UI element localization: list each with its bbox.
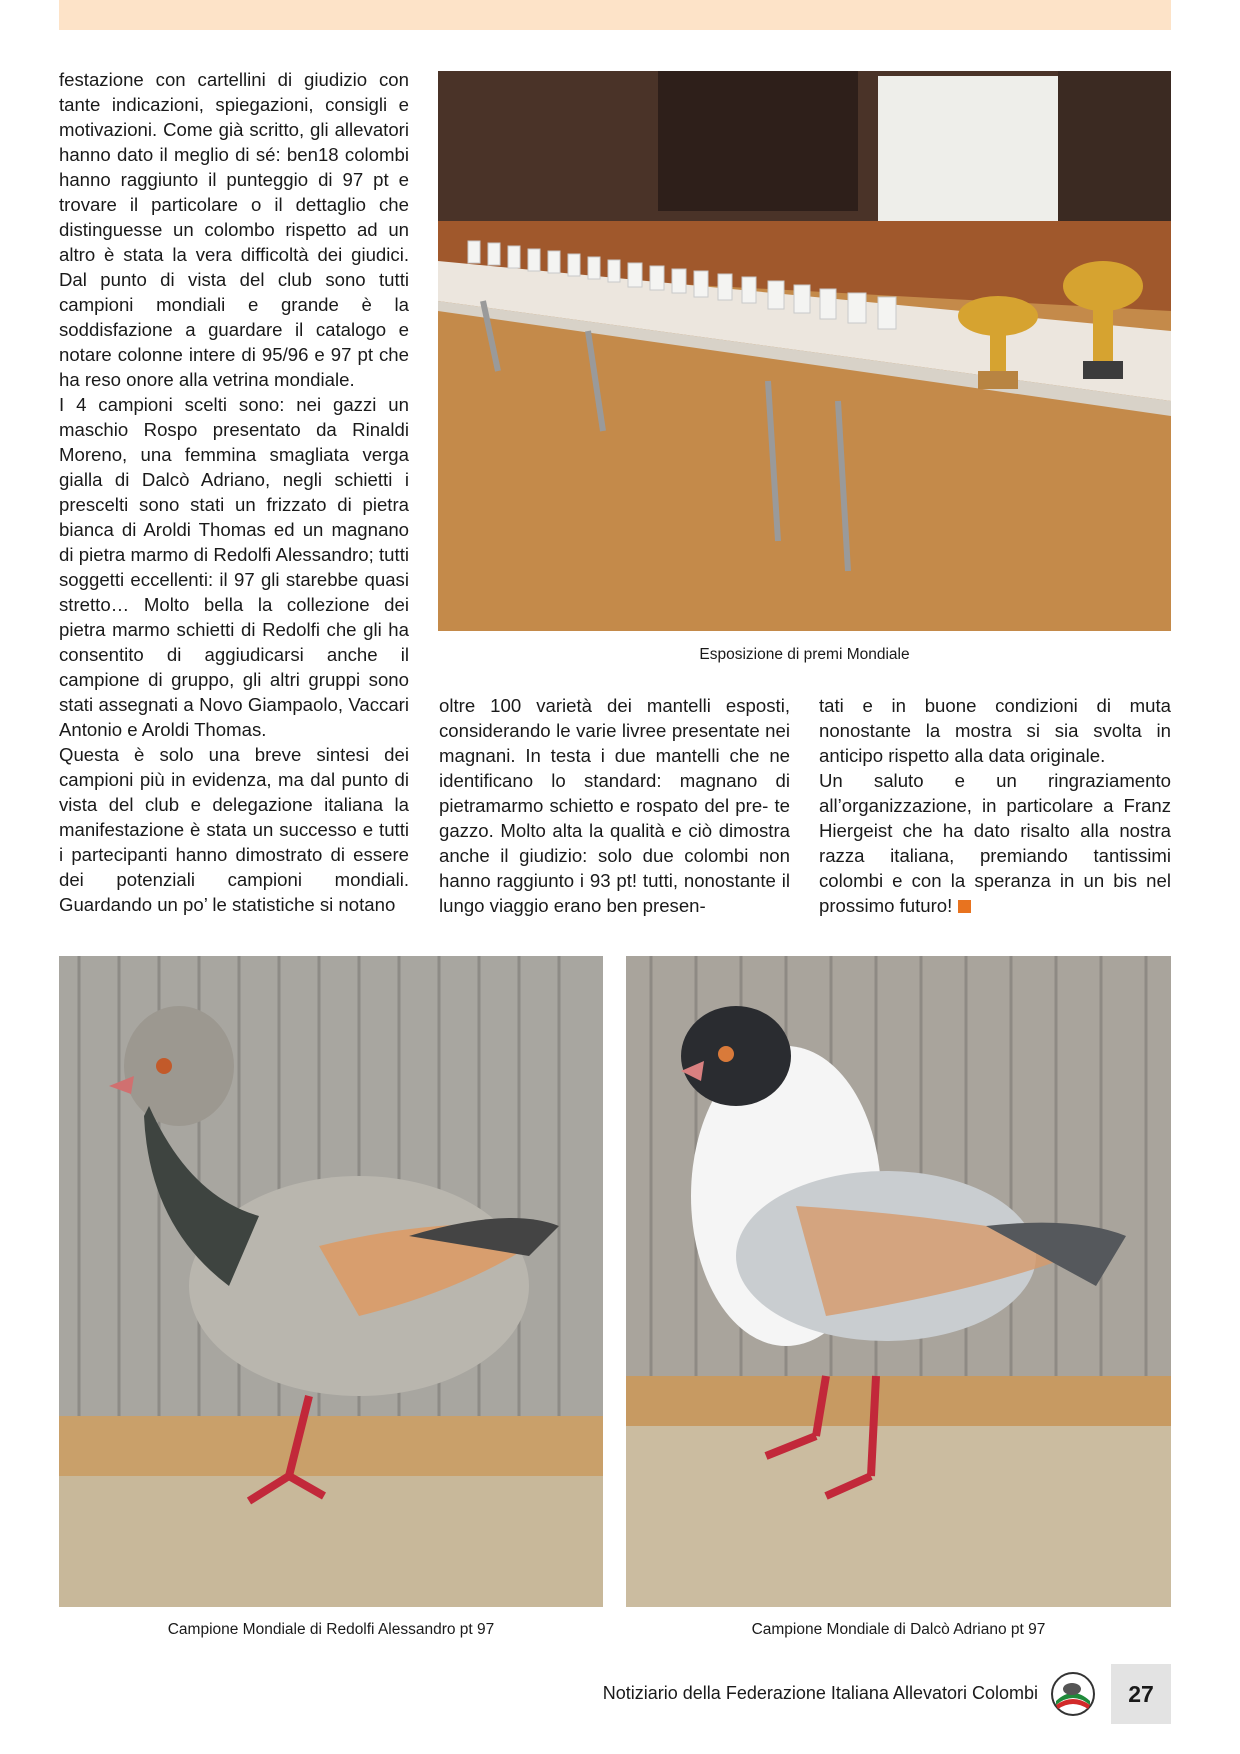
federation-logo-icon xyxy=(1050,1671,1096,1717)
page-number: 27 xyxy=(1111,1664,1171,1724)
end-of-article-mark-icon xyxy=(958,900,971,913)
pigeon-left-caption: Campione Mondiale di Redolfi Alessandro pt 97 xyxy=(167,1621,495,1638)
paragraph: I 4 campioni scelti sono: nei gazzi un maschio Rospo presentato da Rinaldi Moreno, una femmina smagliata verga gialla di Dalcò Adriano, negli schietti i prescelti sono stati un frizzato di pietra bianca di Aroldi Thomas ed un magnano di pietra marmo di Redolfi Alessandro; tutti soggetti eccellenti: il 97 gli starebbe quasi stretto… Molto bella la collezione dei pietra marmo schietti di Redolfi che gli ha consentito di aggiudicarsi anche il campione di gruppo, gli altri gruppi sono stati assegnati a Novo Giampaolo, Vaccari Antonio e Aroldi Thomas. xyxy=(59,394,409,740)
trophies-photo xyxy=(438,71,1171,631)
text-column-2 xyxy=(439,693,790,918)
paragraph xyxy=(819,768,1171,918)
publication-name: Notiziario della Federazione Italiana Allevatori Colombi xyxy=(602,1683,1038,1703)
text-column-3 xyxy=(819,693,1171,918)
pigeon-photo-right xyxy=(626,956,1171,1607)
paragraph-text: Un saluto e un ringraziamento all’organizzazione, in particolare a Franz Hiergeist che ha dato risalto alla nostra razza italiana, premiando tantissimi colombi e con la speranza in un bis nel prossimo futuro! xyxy=(819,770,1171,916)
paragraph: oltre 100 varietà dei mantelli esposti, considerando le varie livree presentate nei magnani. In testa i due mantelli che ne identificano lo standard: magnano di pietramarmo schietto e rospato del pre- te gazzo. Molto alta la qualità e ciò dimostra anche il giudizio: solo due colombi non hanno raggiunto i 93 pt! tutti, nonostante il lungo viaggio erano ben presen- xyxy=(439,695,790,916)
pigeon-right-caption: Campione Mondiale di Dalcò Adriano pt 97 xyxy=(751,1621,1046,1638)
trophies-caption: Esposizione di premi Mondiale xyxy=(699,646,910,663)
pigeon-photo-left xyxy=(59,956,603,1607)
paragraph: tati e in buone condizioni di muta nonostante la mostra si sia svolta in anticipo rispetto alla data originale. xyxy=(819,695,1171,766)
paragraph: Questa è solo una breve sintesi dei campioni più in evidenza, ma dal punto di vista del club e delegazione italiana la manifestazione è stata un successo e tutti i partecipanti hanno dimostrato di essere dei potenziali campioni mondiali. Guardando un po’ le statistiche si notano xyxy=(59,744,409,915)
paragraph: festazione con cartellini di giudizio con tante indicazioni, spiegazioni, consigli e motivazioni. Come già scritto, gli allevatori hanno dato il meglio di sé: ben18 colombi hanno raggiunto il punteggio di 97 pt e trovare il particolare o il dettaglio che distinguesse un colombo rispetto ad un altro è stata la vera difficoltà dei giudici. Dal punto di vista del club sono tutti campioni mondiali e grande è la soddisfazione a guardare il catalogo e notare colonne intere di 95/96 e 97 pt che ha reso onore alla vetrina mondiale. xyxy=(59,69,409,390)
top-decorative-bar xyxy=(59,0,1171,30)
text-column-1 xyxy=(59,67,409,917)
